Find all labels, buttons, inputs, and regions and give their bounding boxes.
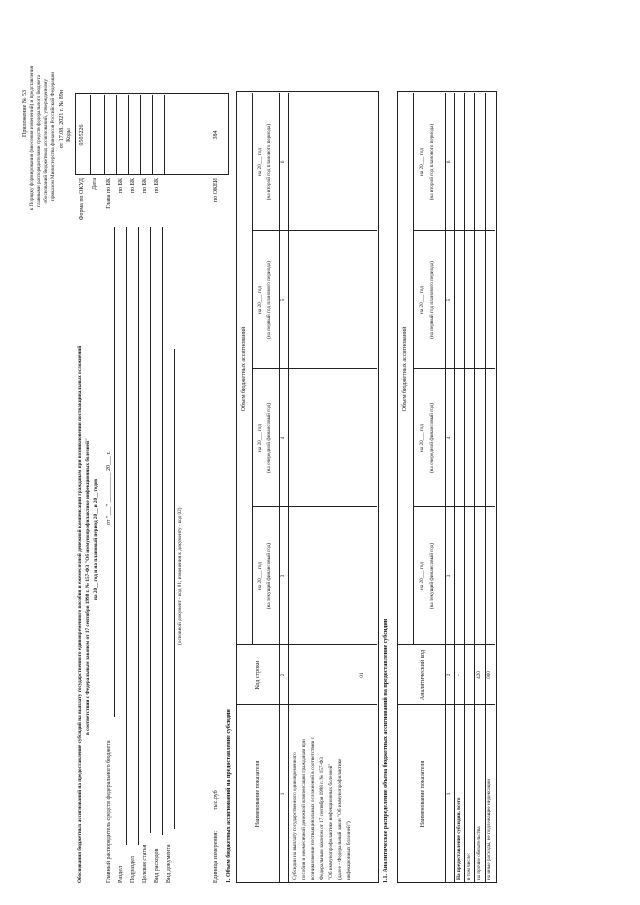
s1-col-name: Наименование показателя	[255, 760, 261, 828]
s11-col4-desc: (на очередной финансовый год)	[429, 402, 435, 474]
s1-row-code: 01	[359, 672, 365, 678]
s1-num-6: 6	[280, 160, 286, 164]
s1-num-1: 1	[280, 792, 286, 796]
section-1-title: 1. Объем бюджетных ассигнований на предоставление субсидии	[226, 709, 232, 883]
statya-code-label: по БК	[142, 178, 148, 194]
document-title: Обоснования бюджетных ассигнований на предоставление субсидий на выплату государственного единовременного пособия и ежемесячной денежной компенсации гражданам при возникновении поствакцинальных осложнений	[77, 345, 83, 883]
okei-label: по ОКЕИ	[213, 178, 219, 203]
s11-row-other-expenses: на иные расходы, не подлежащие индексации	[486, 779, 492, 880]
okei-code: 384	[213, 130, 219, 140]
s11-row-other-expenses-code: 000	[486, 671, 492, 679]
glava-label: Глава по БК	[106, 178, 112, 209]
vid-code-label: по БК	[154, 178, 160, 194]
document-title-line-2: в соответствии с Федеральным законом от 17 сентября 1998 г. № 157-ФЗ "Об иммунопрофилактике инфекционных болезней"	[85, 438, 91, 735]
appendix-line-3: главными распорядителями средств федерального бюджета	[36, 75, 42, 207]
razdel-code-label: по БК	[118, 178, 124, 194]
okud-code: 0505226	[79, 124, 85, 146]
date-label: Дата	[92, 178, 98, 190]
okud-label: Форма по ОКУД	[79, 178, 85, 221]
s1-row-text-3: возникновении поствакцинальных осложнений в соответствии с	[310, 737, 316, 880]
s11-num-6: 6	[446, 160, 452, 164]
s11-num-2: 2	[446, 673, 452, 677]
s1-col4-year: на 20___ год	[257, 424, 263, 452]
s11-col5-desc: (на первый год планового периода)	[429, 261, 435, 339]
doc-type-note: (основной документ - код 01; изменения к документу - код 02)	[177, 507, 183, 645]
grbs-label: Главный распорядитель средств федерального бюджета	[106, 740, 112, 883]
s11-row-other-obligations-code: 420	[476, 671, 482, 679]
appendix-line-4: обоснований бюджетных ассигнований, утвержденному	[43, 79, 49, 204]
statya-label: Целевая статья	[142, 844, 148, 883]
podrazdel-label: Подраздел	[130, 856, 136, 883]
s11-num-3: 3	[446, 574, 452, 578]
s1-num-5: 5	[280, 298, 286, 302]
s11-row-total-code: -	[456, 674, 462, 676]
s1-col4-desc: (на очередной финансовый год)	[266, 402, 272, 474]
s11-col5-year: на 20___ год	[419, 286, 425, 314]
podrazdel-code-label: по БК	[130, 178, 136, 194]
s11-row-total: На предоставление субсидии, всего	[456, 797, 462, 880]
s1-col5-year: на 20___ год	[257, 286, 263, 314]
document-date-line: от "___" __________ 20___ г.	[106, 451, 112, 525]
s11-col3-year: на 20___ год	[419, 562, 425, 590]
s1-col-group: Объем бюджетных ассигнований	[241, 326, 247, 412]
appendix-line-2: к Порядку формирования (внесения изменений) и представления	[29, 66, 35, 211]
doc-type-label: Вид документа	[166, 844, 172, 883]
s1-col6-desc: (на второй год планового периода)	[266, 123, 272, 201]
appendix-number: Приложение № 53	[22, 90, 28, 137]
s1-num-2: 2	[280, 673, 286, 677]
s11-col6-desc: (на второй год планового периода)	[429, 123, 435, 201]
s1-row-text-5: "Об иммунопрофилактике инфекционных болезней"	[328, 763, 334, 880]
s1-row-text-4: Федеральным законом от 17 сентября 1998 г. № 157-ФЗ	[319, 757, 325, 880]
s1-row-text-1: Субсидии на выплату государственного единовременного	[292, 752, 298, 880]
s11-row-including: в том числе:	[466, 852, 472, 880]
s1-row-text-2: пособия и ежемесячной денежной компенсации гражданам при	[301, 739, 307, 880]
unit-label: Единица измерения:	[213, 830, 219, 883]
s1-col-code: Код строки	[255, 660, 261, 690]
s1-col5-desc: (на первый год планового периода)	[266, 261, 272, 339]
s11-col-name: Наименование показателя	[420, 760, 426, 828]
appendix-date: от 17.08. 2021 г. № 89н	[59, 90, 65, 149]
s1-num-3: 3	[280, 574, 286, 578]
s1-col6-year: на 20___ год	[257, 148, 263, 176]
s11-num-5: 5	[446, 298, 452, 302]
s11-num-1: 1	[446, 792, 452, 796]
s1-row-text-7: инфекционных болезней")	[346, 821, 352, 880]
s1-num-4: 4	[280, 436, 286, 440]
s1-row-text-6: (далее - Федеральный закон "Об иммунопрофилактике	[337, 758, 343, 880]
s11-col-code: Аналитический код	[420, 649, 426, 701]
section-1-1-title: 1.1. Аналитическое распределение объема бюджетных ассигнований на предоставление субсидии	[383, 618, 389, 883]
unit-value: тыс.руб	[213, 790, 219, 810]
s1-col3-year: на 20___ год	[257, 562, 263, 590]
vid-label: Вид расходов	[154, 848, 160, 883]
s1-col3-desc: (на текущий финансовый год)	[266, 542, 272, 610]
s11-row-other-obligations: на прочие обязательства	[476, 826, 482, 880]
s11-num-4: 4	[446, 436, 452, 440]
s11-col6-year: на 20___ год	[419, 148, 425, 176]
appendix-line-5: приказом Министерства финансов Российской Федерации	[50, 72, 56, 201]
s11-col3-desc: (на текущий финансовый год)	[429, 542, 435, 610]
s11-col-group: Объем бюджетных ассигнований	[402, 326, 408, 412]
razdel-label: Раздел	[118, 866, 124, 883]
s11-col4-year: на 20___ год	[419, 424, 425, 452]
codes-header: Коды	[66, 128, 72, 142]
document-title-period: на 20__ год и на плановый период 20__ и 20__ годов	[93, 478, 99, 600]
